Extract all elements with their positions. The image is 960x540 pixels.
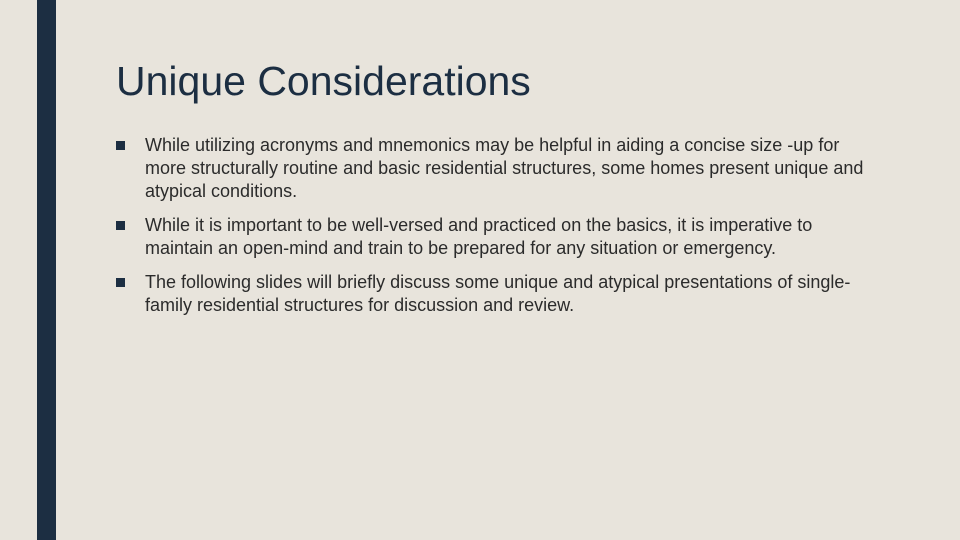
bullet-item — [116, 271, 876, 317]
bullet-text: The following slides will briefly discuss some unique and atypical presentations of single-family residential structures for discussion and review. — [145, 272, 851, 315]
bullet-text: While it is important to be well-versed and practiced on the basics, it is imperative to maintain an open-mind and train to be prepared for any situation or emergency. — [145, 215, 813, 258]
bullet-text: While utilizing acronyms and mnemonics may be helpful in aiding a concise size -up for more structurally routine and basic residential structures, some homes present unique and atypical conditions. — [145, 135, 864, 201]
square-bullet-icon — [116, 141, 125, 150]
bullet-item — [116, 134, 876, 203]
slide-title: Unique Considerations — [116, 58, 531, 104]
bullet-item — [116, 214, 876, 260]
bullet-list — [116, 134, 876, 328]
accent-side-bar — [37, 0, 56, 540]
square-bullet-icon — [116, 221, 125, 230]
square-bullet-icon — [116, 278, 125, 287]
